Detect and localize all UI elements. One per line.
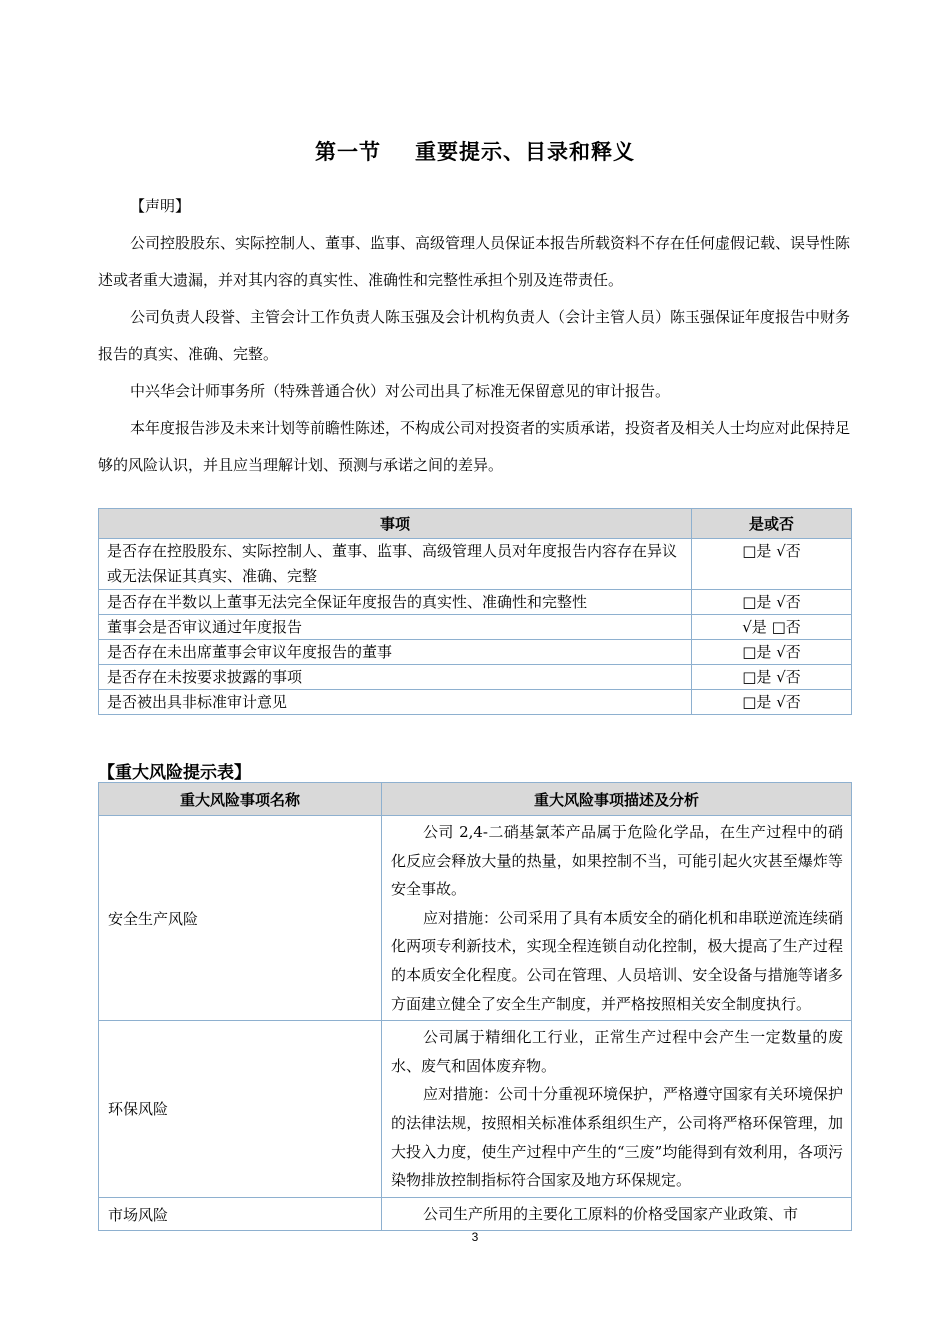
section-name: 重要提示、目录和释义 (415, 140, 635, 164)
notice-header-item: 事项 (99, 509, 692, 539)
risk-table (98, 782, 852, 1231)
notice-item: 是否存在控股股东、实际控制人、董事、监事、高级管理人员对年度报告内容存在异议或无法保证其真实、准确、完整 (99, 539, 692, 590)
risk-name: 安全生产风险 (99, 816, 382, 1021)
table-row (99, 590, 852, 615)
paragraph-auditor: 中兴华会计师事务所（特殊普通合伙）对公司出具了标准无保留意见的审计报告。 (130, 382, 671, 400)
risk-description (382, 1021, 852, 1198)
table-row (99, 539, 852, 590)
paragraph-forward-looking: 本年度报告涉及未来计划等前瞻性陈述，不构成公司对投资者的实质承诺，投资者及相关人士均应对此保持足够的风险认识，并且应当理解计划、预测与承诺之间的差异。 (98, 419, 851, 474)
notice-answer: √是 □否 (692, 615, 852, 640)
paragraph-guarantee: 公司控股股东、实际控制人、董事、监事、高级管理人员保证本报告所载资料不存在任何虚假记载、误导性陈述或者重大遗漏，并对其内容的真实性、准确性和完整性承担个别及连带责任。 (98, 234, 851, 289)
table-row (99, 665, 852, 690)
notice-item: 是否存在半数以上董事无法完全保证年度报告的真实性、准确性和完整性 (99, 590, 692, 615)
risk-description (382, 1197, 852, 1231)
table-row (99, 615, 852, 640)
table-row (99, 816, 852, 1021)
declaration-label: 【声明】 (130, 197, 191, 215)
risk-header-desc: 重大风险事项描述及分析 (382, 783, 852, 816)
notice-answer: □是 √否 (692, 539, 852, 590)
notice-item: 是否被出具非标准审计意见 (99, 690, 692, 715)
risk-name: 市场风险 (99, 1197, 382, 1231)
risk-table-heading: 【重大风险提示表】 (98, 763, 251, 783)
notice-answer: □是 √否 (692, 665, 852, 690)
notice-table (98, 508, 852, 715)
risk-description (382, 816, 852, 1021)
risk-desc-paragraph: 公司 2,4-二硝基氯苯产品属于危险化学品，在生产过程中的硝化反应会释放大量的热量，如果控制不当，可能引起火灾甚至爆炸等安全事故。 (391, 823, 843, 899)
risk-desc-paragraph: 公司属于精细化工行业，正常生产过程中会产生一定数量的废水、废气和固体废弃物。 (391, 1028, 843, 1075)
section-number: 第一节 (315, 140, 381, 164)
risk-desc-paragraph: 公司生产所用的主要化工原料的价格受国家产业政策、市 (423, 1204, 799, 1223)
risk-desc-paragraph: 应对措施：公司十分重视环境保护，严格遵守国家有关环境保护的法律法规，按照相关标准体系组织生产，公司将严格环保管理，加大投入力度，使生产过程中产生的“三废”均能得到有效利用，各项污染物排放控制指标符合国家及地方环保规定。 (391, 1085, 844, 1190)
paragraph-responsible-persons: 公司负责人段誉、主管会计工作负责人陈玉强及会计机构负责人（会计主管人员）陈玉强保证年度报告中财务报告的真实、准确、完整。 (98, 308, 851, 363)
notice-answer: □是 √否 (692, 640, 852, 665)
notice-table-header (99, 509, 852, 539)
section-title (0, 136, 950, 166)
table-row (99, 640, 852, 665)
risk-name: 环保风险 (99, 1021, 382, 1198)
table-row (99, 1197, 852, 1231)
page-number: 3 (471, 1230, 479, 1244)
risk-table-header (99, 783, 852, 816)
risk-header-name: 重大风险事项名称 (99, 783, 382, 816)
table-row (99, 690, 852, 715)
table-row (99, 1021, 852, 1198)
notice-item: 是否存在未按要求披露的事项 (99, 665, 692, 690)
notice-item: 是否存在未出席董事会审议年度报告的董事 (99, 640, 692, 665)
risk-desc-paragraph: 应对措施：公司采用了具有本质安全的硝化机和串联逆流连续硝化两项专利新技术，实现全程连锁自动化控制，极大提高了生产过程的本质安全化程度。公司在管理、人员培训、安全设备与措施等诸多方面建立健全了安全生产制度，并严格按照相关安全制度执行。 (391, 908, 844, 1013)
notice-answer: □是 √否 (692, 590, 852, 615)
notice-answer: □是 √否 (692, 690, 852, 715)
notice-header-answer: 是或否 (692, 509, 852, 539)
notice-item: 董事会是否审议通过年度报告 (99, 615, 692, 640)
